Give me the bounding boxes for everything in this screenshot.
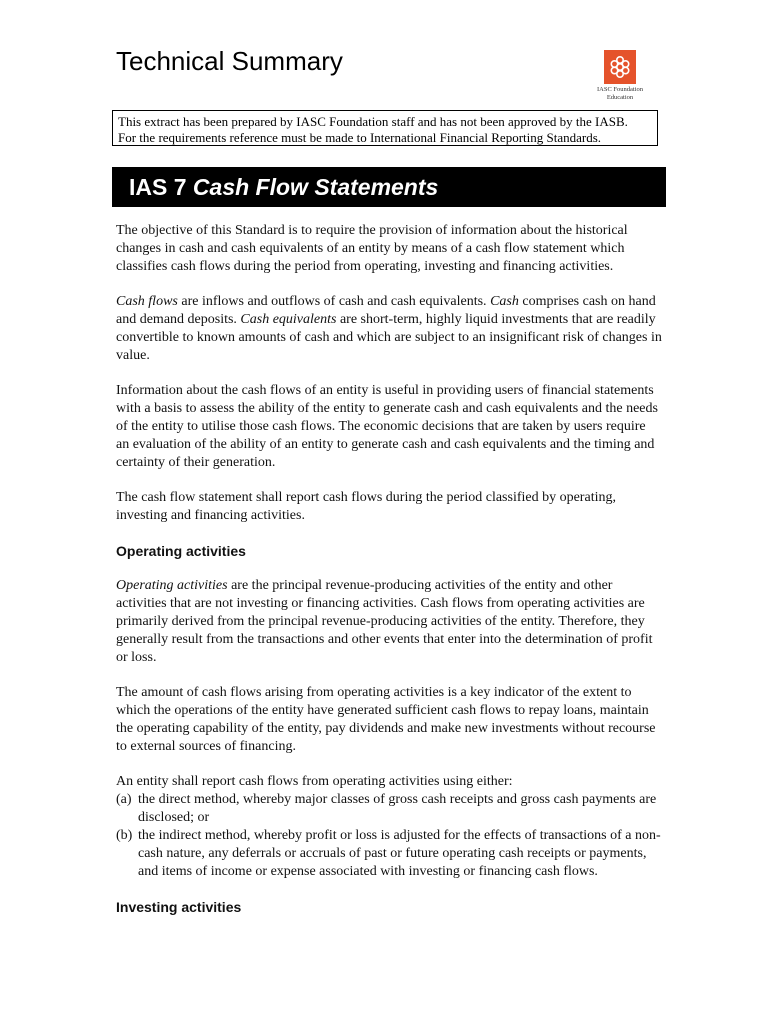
- definition-text: comprises cash on hand and demand deposits.: [116, 294, 656, 327]
- section-heading-operating: Operating activities: [116, 543, 246, 559]
- standard-title: Cash Flow Statements: [192, 174, 439, 200]
- list-marker: (b): [116, 828, 133, 843]
- disclaimer-box: [112, 110, 658, 146]
- reporting-methods-list: [116, 791, 662, 881]
- definition-text: are short-term, highly liquid investments that are readily convertible to known amounts of cash and which are subject to an insignificant risk of changes in value.: [116, 312, 662, 363]
- list-item-indirect-method: [116, 827, 662, 881]
- classification-paragraph: The cash flow statement shall report cash flows during the period classified by operating, investing and financing activities.: [116, 490, 616, 523]
- list-marker: (a): [116, 792, 132, 807]
- logo-caption-line1: IASC Foundation: [596, 86, 644, 93]
- list-item-direct-method: [116, 791, 662, 827]
- term-cash-flows: Cash flows: [116, 294, 178, 309]
- reporting-methods-intro: An entity shall report cash flows from operating activities using either:: [116, 774, 513, 789]
- definition-text: are inflows and outflows of cash and cash equivalents.: [177, 294, 491, 309]
- term-operating-activities: Operating activities: [116, 578, 228, 593]
- operating-definition-paragraph: [116, 577, 662, 667]
- term-cash-equivalents: Cash equivalents: [240, 312, 337, 327]
- term-cash: Cash: [490, 294, 519, 309]
- operating-definition-text: are the principal revenue-producing activities of the entity and other activities that are not investing or financing activities. Cash flows from operating activities are primarily derived from the principal revenue-producing activities of the entity. Therefore, they generally result from the transactions and other events that enter into the determination of profit or loss.: [116, 578, 653, 665]
- usefulness-paragraph: Information about the cash flows of an entity is useful in providing users of financial statements with a basis to assess the ability of the entity to generate cash and cash equivalents and the needs of the entity to utilise those cash flows. The economic decisions that are taken by users require an evaluation of the ability of an entity to generate cash and cash equivalents and the timing and certainty of their generation.: [116, 383, 658, 470]
- disclaimer-line1: This extract has been prepared by IASC Foundation staff and has not been approved by the IASB.: [118, 114, 628, 129]
- standard-title-bar: [112, 167, 666, 207]
- list-item-text: the direct method, whereby major classes of gross cash receipts and gross cash payments are disclosed; or: [138, 792, 657, 825]
- logo-caption: [590, 86, 650, 101]
- page-title: Technical Summary: [116, 46, 343, 76]
- list-item-text: the indirect method, whereby profit or loss is adjusted for the effects of transactions of a non-cash nature, any deferrals or accruals of past or future operating cash receipts or payments, and items of income or expense associated with investing or financing cash flows.: [138, 828, 661, 879]
- logo-caption-line2: Education: [606, 93, 634, 101]
- section-heading-investing: Investing activities: [116, 899, 242, 915]
- iasc-foundation-logo: [590, 50, 650, 101]
- disclaimer-line2: For the requirements reference must be made to International Financial Reporting Standards.: [118, 129, 602, 145]
- logo-icon: [604, 50, 636, 84]
- standard-number: IAS 7: [129, 174, 187, 200]
- definitions-paragraph: [116, 293, 662, 365]
- document-body: [116, 222, 662, 933]
- operating-indicator-paragraph: The amount of cash flows arising from operating activities is a key indicator of the extent to which the operations of the entity have generated sufficient cash flows to repay loans, maintain the operating capability of the entity, pay dividends and make new investments without recourse to external sources of financing.: [116, 685, 656, 754]
- objective-paragraph: The objective of this Standard is to require the provision of information about the historical changes in cash and cash equivalents of an entity by means of a cash flow statement which classifies cash flows during the period from operating, investing and financing activities.: [116, 223, 628, 274]
